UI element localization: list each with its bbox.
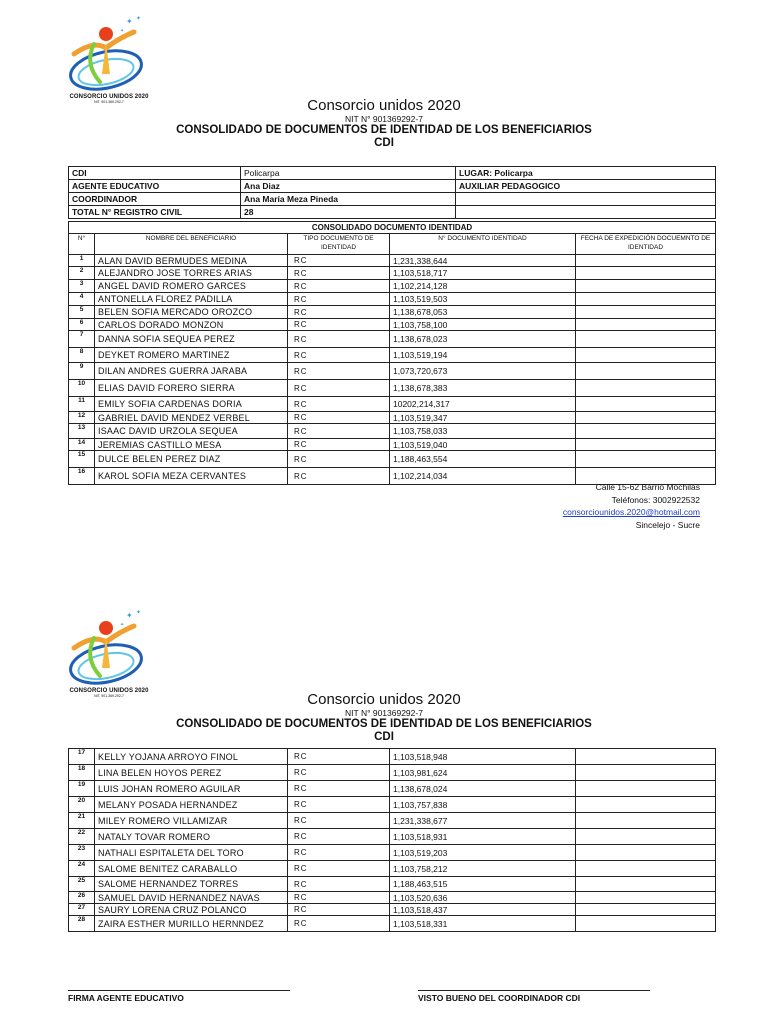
logo-name: CONSORCIO UNIDOS 2020 [69, 94, 149, 100]
issue-date [576, 280, 716, 293]
doc-type: RC [288, 397, 390, 412]
info-row-agente [69, 180, 716, 193]
row-number: 7 [69, 331, 95, 348]
doc-type: RC [288, 765, 390, 781]
beneficiary-name: NATALY TOVAR ROMERO [95, 829, 288, 845]
table-row [69, 877, 716, 892]
doc-number: 1,103,519,203 [390, 845, 576, 861]
issue-date [576, 813, 716, 829]
doc-number: 1,231,338,677 [390, 813, 576, 829]
total-label: TOTAL N° REGISTRO CIVIL [69, 206, 241, 219]
doc-number: 1,102,214,034 [390, 468, 576, 485]
doc-number: 1,103,518,948 [390, 749, 576, 765]
doc-type: RC [288, 255, 390, 267]
beneficiary-name: SALOME BENITEZ CARABALLO [95, 861, 288, 877]
doc-number: 1,103,519,347 [390, 412, 576, 424]
doc-type: RC [288, 781, 390, 797]
row-number: 24 [69, 861, 95, 877]
doc-number: 1,103,757,838 [390, 797, 576, 813]
table-row [69, 781, 716, 797]
logo-nit: NIT. 901.369.292-7 [94, 100, 124, 104]
doc-type: RC [288, 348, 390, 363]
row-number: 14 [69, 439, 95, 451]
doc-number: 1,103,520,636 [390, 892, 576, 904]
row-number: 18 [69, 765, 95, 781]
row-number: 12 [69, 412, 95, 424]
beneficiary-name: SAMUEL DAVID HERNANDEZ NAVAS [95, 892, 288, 904]
table-row [69, 845, 716, 861]
table-row [69, 397, 716, 412]
issue-date [576, 319, 716, 331]
issue-date [576, 916, 716, 932]
table-row [69, 797, 716, 813]
beneficiary-name: DILAN ANDRES GUERRA JARABA [95, 363, 288, 380]
beneficiary-name: EMILY SOFIA CARDENAS DORIA [95, 397, 288, 412]
signature-agente-label: FIRMA AGENTE EDUCATIVO [68, 993, 184, 1003]
signature-coordinador-label: VISTO BUENO DEL COORDINADOR CDI [418, 993, 581, 1003]
section-title-row [69, 222, 716, 234]
beneficiary-name: ALEJANDRO JOSE TORRES ARIAS [95, 267, 288, 280]
doc-number: 10202,214,317 [390, 397, 576, 412]
issue-date [576, 306, 716, 319]
row-number: 23 [69, 845, 95, 861]
row-number: 2 [69, 267, 95, 280]
doc-number: 1,103,981,624 [390, 765, 576, 781]
issue-date [576, 439, 716, 451]
doc-type: RC [288, 280, 390, 293]
doc-type: RC [288, 877, 390, 892]
table-row [69, 829, 716, 845]
cdi-label: CDI [69, 167, 241, 180]
issue-date [576, 845, 716, 861]
issue-date [576, 749, 716, 765]
logo-graphic [64, 606, 154, 690]
issue-date [576, 829, 716, 845]
agente-value: Ana Diaz [241, 180, 456, 193]
doc-number: 1,103,519,194 [390, 348, 576, 363]
coordinador-label: COORDINADOR [69, 193, 241, 206]
beneficiary-name: DULCE BELEN PEREZ DIAZ [95, 451, 288, 468]
table-row [69, 892, 716, 904]
doc-number: 1,138,678,023 [390, 331, 576, 348]
table-row [69, 331, 716, 348]
document-subtitle: CDI [374, 731, 394, 743]
doc-type: RC [288, 861, 390, 877]
doc-number: 1,103,519,040 [390, 439, 576, 451]
beneficiary-name: ZAIRA ESTHER MURILLO HERNNDEZ [95, 916, 288, 932]
table-row [69, 765, 716, 781]
issue-date [576, 424, 716, 439]
doc-number: 1,103,518,931 [390, 829, 576, 845]
doc-type: RC [288, 797, 390, 813]
info-table [68, 166, 716, 219]
issue-date [576, 331, 716, 348]
table-row [69, 904, 716, 916]
doc-type: RC [288, 749, 390, 765]
row-number: 22 [69, 829, 95, 845]
issue-date [576, 255, 716, 267]
contact-block [563, 481, 700, 531]
logo-graphic [64, 12, 154, 96]
doc-number: 1,103,758,033 [390, 424, 576, 439]
document-title: CONSOLIDADO DE DOCUMENTOS DE IDENTIDAD DE LOS BENEFICIARIOS [176, 718, 592, 730]
info-row-coordinador [69, 193, 716, 206]
row-number: 4 [69, 293, 95, 306]
cdi-value: Policarpa [241, 167, 456, 180]
doc-type: RC [288, 845, 390, 861]
row-number: 26 [69, 892, 95, 904]
signature-agente [68, 990, 290, 1003]
beneficiary-name: KELLY YOJANA ARROYO FINOL [95, 749, 288, 765]
empty-cell [456, 206, 716, 219]
table-row [69, 348, 716, 363]
beneficiary-name: KAROL SOFIA MEZA CERVANTES [95, 468, 288, 485]
doc-type: RC [288, 892, 390, 904]
signature-coordinador [418, 990, 650, 1003]
beneficiary-name: NATHALI ESPITALETA DEL TORO [95, 845, 288, 861]
column-header-row [69, 234, 716, 255]
beneficiary-name: MELANY POSADA HERNANDEZ [95, 797, 288, 813]
issue-date [576, 451, 716, 468]
col-header-number: N° [69, 234, 95, 255]
doc-number: 1,102,214,128 [390, 280, 576, 293]
col-header-issue-date: FECHA DE EXPEDICIÓN DOCUEMNTO DE IDENTIDAD [576, 234, 716, 255]
auxiliar-label: AUXILIAR PEDAGOGICO [456, 180, 716, 193]
document-subtitle: CDI [374, 137, 394, 149]
doc-type: RC [288, 468, 390, 485]
issue-date [576, 412, 716, 424]
row-number: 1 [69, 255, 95, 267]
contact-email-link[interactable]: consorciounidos.2020@hotmail.com [562, 507, 700, 517]
company-logo [64, 12, 154, 104]
issue-date [576, 904, 716, 916]
beneficiary-name: JEREMIAS CASTILLO MESA [95, 439, 288, 451]
doc-type: RC [288, 267, 390, 280]
row-number: 10 [69, 380, 95, 397]
contact-city: Sincelejo - Sucre [635, 519, 700, 530]
row-number: 28 [69, 916, 95, 932]
row-number: 9 [69, 363, 95, 380]
beneficiary-name: GABRIEL DAVID MENDEZ VERBEL [95, 412, 288, 424]
page-header [0, 97, 768, 150]
issue-date [576, 348, 716, 363]
row-number: 19 [69, 781, 95, 797]
table-row [69, 255, 716, 267]
section-title: CONSOLIDADO DOCUMENTO IDENTIDAD [69, 222, 716, 234]
row-number: 11 [69, 397, 95, 412]
beneficiaries-table-2 [68, 748, 716, 932]
contact-address: Calle 15-62 Barrio Mochilas [595, 482, 700, 492]
issue-date [576, 363, 716, 380]
issue-date [576, 861, 716, 877]
table-row [69, 439, 716, 451]
table-row [69, 267, 716, 280]
row-number: 20 [69, 797, 95, 813]
svg-text:✦: ✦ [120, 622, 125, 628]
logo-name: CONSORCIO UNIDOS 2020 [69, 688, 149, 694]
row-number: 21 [69, 813, 95, 829]
contact-phone: Teléfonos: 3002922532 [611, 494, 700, 505]
beneficiary-name: LUIS JOHAN ROMERO AGUILAR [95, 781, 288, 797]
doc-type: RC [288, 424, 390, 439]
issue-date [576, 380, 716, 397]
beneficiary-name: DEYKET ROMERO MARTINEZ [95, 348, 288, 363]
table-row [69, 749, 716, 765]
company-nit: NIT N° 901369292-7 [345, 114, 423, 124]
issue-date [576, 892, 716, 904]
row-number: 27 [69, 904, 95, 916]
doc-type: RC [288, 904, 390, 916]
row-number: 8 [69, 348, 95, 363]
table-row [69, 363, 716, 380]
col-header-doc-type: TIPO DOCUMENTO DE IDENTIDAD [288, 234, 390, 255]
table-row [69, 424, 716, 439]
svg-text:✦: ✦ [126, 611, 133, 620]
issue-date [576, 397, 716, 412]
doc-type: RC [288, 412, 390, 424]
beneficiary-name: MILEY ROMERO VILLAMIZAR [95, 813, 288, 829]
issue-date [576, 797, 716, 813]
beneficiary-name: SAURY LORENA CRUZ POLANCO [95, 904, 288, 916]
row-number: 5 [69, 306, 95, 319]
doc-number: 1,103,518,437 [390, 904, 576, 916]
doc-number: 1,138,678,024 [390, 781, 576, 797]
svg-text:✦: ✦ [120, 28, 125, 34]
beneficiary-name: ANTONELLA FLOREZ PADILLA [95, 293, 288, 306]
agente-label: AGENTE EDUCATIVO [69, 180, 241, 193]
doc-type: RC [288, 363, 390, 380]
row-number: 17 [69, 749, 95, 765]
table-row [69, 412, 716, 424]
table-row [69, 380, 716, 397]
beneficiaries-table-1 [68, 221, 716, 485]
beneficiary-name: ANGEL DAVID ROMERO GARCES [95, 280, 288, 293]
doc-number: 1,103,518,331 [390, 916, 576, 932]
beneficiary-name: ISAAC DAVID URZOLA SEQUEA [95, 424, 288, 439]
doc-type: RC [288, 319, 390, 331]
svg-text:✦: ✦ [136, 16, 142, 22]
doc-number: 1,103,518,717 [390, 267, 576, 280]
logo-nit: NIT. 901.369.292-7 [94, 694, 124, 698]
doc-type: RC [288, 306, 390, 319]
beneficiary-name: SALOME HERNANDEZ TORRES [95, 877, 288, 892]
table-row [69, 306, 716, 319]
company-logo [64, 606, 154, 698]
table-row [69, 916, 716, 932]
info-row-total [69, 206, 716, 219]
row-number: 15 [69, 451, 95, 468]
issue-date [576, 267, 716, 280]
doc-type: RC [288, 451, 390, 468]
doc-number: 1,103,758,100 [390, 319, 576, 331]
empty-cell [456, 193, 716, 206]
doc-number: 1,138,678,383 [390, 380, 576, 397]
col-header-doc-number: N° DOCUMENTO IDENTIDAD [390, 234, 576, 255]
lugar-value: LUGAR: Policarpa [456, 167, 716, 180]
doc-number: 1,138,678,053 [390, 306, 576, 319]
company-name: Consorcio unidos 2020 [307, 691, 461, 708]
doc-type: RC [288, 813, 390, 829]
info-row-cdi [69, 167, 716, 180]
coordinador-value: Ana María Meza Pineda [241, 193, 456, 206]
doc-type: RC [288, 916, 390, 932]
doc-number: 1,188,463,554 [390, 451, 576, 468]
doc-type: RC [288, 829, 390, 845]
row-number: 13 [69, 424, 95, 439]
beneficiary-name: BELEN SOFIA MERCADO OROZCO [95, 306, 288, 319]
beneficiary-name: LINA BELEN HOYOS PEREZ [95, 765, 288, 781]
company-nit: NIT N° 901369292-7 [345, 708, 423, 718]
document-title: CONSOLIDADO DE DOCUMENTOS DE IDENTIDAD DE LOS BENEFICIARIOS [176, 124, 592, 136]
doc-type: RC [288, 380, 390, 397]
beneficiary-name: ALAN DAVID BERMUDES MEDINA [95, 255, 288, 267]
table-row [69, 280, 716, 293]
row-number: 3 [69, 280, 95, 293]
beneficiary-name: DANNA SOFIA SEQUEA PEREZ [95, 331, 288, 348]
svg-text:✦: ✦ [136, 610, 142, 616]
row-number: 25 [69, 877, 95, 892]
doc-type: RC [288, 439, 390, 451]
table-row [69, 319, 716, 331]
table-row [69, 293, 716, 306]
doc-type: RC [288, 331, 390, 348]
table-row [69, 861, 716, 877]
svg-text:✦: ✦ [126, 17, 133, 26]
issue-date [576, 877, 716, 892]
row-number: 6 [69, 319, 95, 331]
page-header [0, 691, 768, 744]
row-number: 16 [69, 468, 95, 485]
doc-number: 1,188,463,515 [390, 877, 576, 892]
doc-number: 1,103,758,212 [390, 861, 576, 877]
doc-type: RC [288, 293, 390, 306]
issue-date [576, 781, 716, 797]
beneficiary-name: ELIAS DAVID FORERO SIERRA [95, 380, 288, 397]
total-value: 28 [241, 206, 456, 219]
issue-date [576, 293, 716, 306]
doc-number: 1,073,720,673 [390, 363, 576, 380]
table-row [69, 813, 716, 829]
beneficiary-name: CARLOS DORADO MONZON [95, 319, 288, 331]
issue-date [576, 765, 716, 781]
doc-number: 1,231,338,644 [390, 255, 576, 267]
table-row [69, 451, 716, 468]
doc-number: 1,103,519,503 [390, 293, 576, 306]
col-header-name: NOMBRE DEL BENEFICIARIO [95, 234, 288, 255]
company-name: Consorcio unidos 2020 [307, 97, 461, 114]
